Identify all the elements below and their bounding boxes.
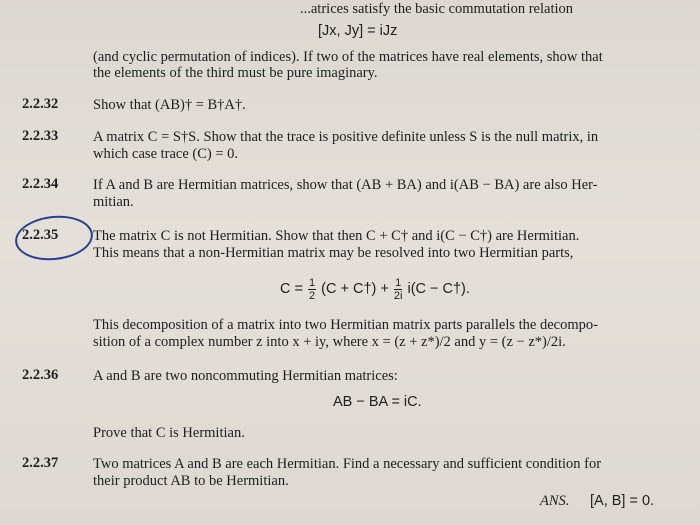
top-partial-line: ...atrices satisfy the basic commutation relation <box>300 1 574 17</box>
problem-2-2-35-line-1: The matrix C is not Hermitian. Show that then C + C† and i(C − C†) are Hermitian. <box>93 228 580 244</box>
problem-number-2-2-33: 2.2.33 <box>22 128 59 144</box>
decomposition-equation <box>280 275 470 303</box>
problem-2-2-33-line-1: A matrix C = S†S. Show that the trace is positive definite unless S is the null matrix, in <box>93 129 599 145</box>
problem-number-2-2-37: 2.2.37 <box>22 455 59 471</box>
fraction-one-half: $\frac{1}{2}$ <box>309 276 316 302</box>
eq-mid-1: (C + C†) + <box>321 281 389 297</box>
decomposition-text-line-1: This decomposition of a matrix into two Hermitian matrix parts parallels the decompo- <box>93 317 598 333</box>
problem-2-2-34-line-1: If A and B are Hermitian matrices, show that (AB + BA) and i(AB − BA) are also Her- <box>93 177 598 193</box>
problem-number-2-2-36: 2.2.36 <box>22 367 59 383</box>
problem-2-2-35-line-2: This means that a non-Hermitian matrix may be resolved into two Hermitian parts, <box>93 245 574 261</box>
decomposition-text-line-2: sition of a complex number z into x + iy, where x = (z + z*)/2 and y = (z − z*)/2i. <box>93 334 566 350</box>
problem-number-2-2-34: 2.2.34 <box>22 176 59 192</box>
prove-line: Prove that C is Hermitian. <box>93 425 245 441</box>
answer-value: [A, B] = 0. <box>590 493 655 509</box>
problem-2-2-34-line-2: mitian. <box>93 194 134 210</box>
problem-number-2-2-32: 2.2.32 <box>22 96 59 112</box>
answer-label: ANS. <box>540 493 570 509</box>
problem-2-2-37-line-2: their product AB to be Hermitian. <box>93 473 289 489</box>
eq-mid-2: i(C − C†). <box>407 281 470 297</box>
problem-number-2-2-35: 2.2.35 <box>22 227 59 243</box>
fraction-one-over-2i: $\frac{1}{2i}$ <box>393 276 403 302</box>
intro-line-1: (and cyclic permutation of indices). If two of the matrices have real elements, show that <box>93 49 603 65</box>
intro-line-2: the elements of the third must be pure imaginary. <box>93 65 378 81</box>
commutator-equation: AB − BA = iC. <box>333 394 422 410</box>
problem-2-2-32-text: Show that (AB)† = B†A†. <box>93 97 246 113</box>
commutation-equation: [Jx, Jy] = iJz <box>318 23 398 39</box>
problem-2-2-36-text: A and B are two noncommuting Hermitian matrices: <box>93 368 398 384</box>
eq-lhs: C = <box>280 281 303 297</box>
problem-2-2-37-line-1: Two matrices A and B are each Hermitian. Find a necessary and sufficient condition for <box>93 456 602 472</box>
problem-2-2-33-line-2: which case trace (C) = 0. <box>93 146 239 162</box>
